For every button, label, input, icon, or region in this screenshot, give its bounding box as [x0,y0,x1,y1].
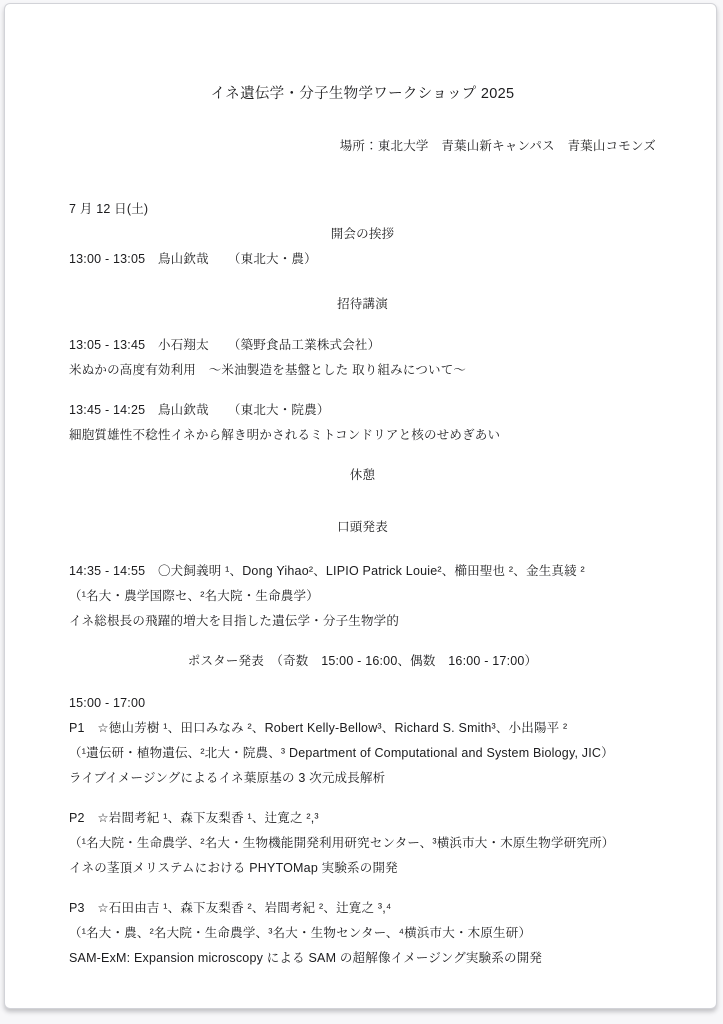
poster-title: SAM-ExM: Expansion microscopy による SAM の超解像イメージング実験系の開発 [69,951,543,965]
poster-section-heading: ポスター発表 （奇数 15:00 - 16:00、偶数 16:00 - 17:00） [187,654,538,668]
poster-item [69,716,656,791]
poster-title: イネの茎頂メリステムにおける PHYTOMap 実験系の開発 [69,861,398,875]
oral-section-heading: 口頭発表 [337,520,388,534]
document-content [5,4,716,971]
opening-entry: 13:00 - 13:05 鳥山欽哉 （東北大・農） [69,252,317,266]
poster-time-range: 15:00 - 17:00 [69,696,146,710]
poster-affiliation: （¹名大・農、²名大院・生命農学、³名大・生物センター、⁴横浜市大・木原生研） [69,926,532,940]
poster-affiliation: （¹名大院・生命農学、²名大・生物機能開発利用研究センター、³横浜市大・木原生物学研究所） [69,836,615,850]
poster-authors: P1 ☆徳山芳樹 ¹、田口みなみ ²、Robert Kelly-Bellow³、Richard S. Smith³、小出陽平 ² [69,721,568,735]
invited-talk-title: 細胞質雄性不稔性イネから解き明かされるミトコンドリアと核のせめぎあい [69,428,501,442]
venue-line: 場所：東北大学 青葉山新キャンパス 青葉山コモンズ [339,139,656,153]
oral-talk-affiliation: （¹名大・農学国際セ、²名大院・生命農学） [69,589,319,603]
break-section-heading: 休憩 [349,468,376,482]
oral-talk-entry: 14:35 - 14:55 〇犬飼義明 ¹、Dong Yihao²、LIPIO Patrick Louie²、櫛田聖也 ²、金生真綾 ² [69,564,585,578]
date-heading: 7 月 12 日(土) [69,202,149,216]
opening-section-heading: 開会の挨拶 [330,227,395,241]
poster-authors: P3 ☆石田由吉 ¹、森下友梨香 ²、岩間考紀 ²、辻寛之 ³,⁴ [69,901,392,915]
poster-authors: P2 ☆岩間考紀 ¹、森下友梨香 ¹、辻寛之 ²,³ [69,811,319,825]
poster-affiliation: （¹遺伝研・植物遺伝、²北大・院農、³ Department of Computational and System Biology, JIC） [69,746,614,760]
invited-talk-entry: 13:05 - 13:45 小石翔太 （築野食品工業株式会社） [69,338,381,352]
poster-title: ライブイメージングによるイネ葉原基の 3 次元成長解析 [69,771,386,785]
invited-section-heading: 招待講演 [337,297,388,311]
oral-talk-title: イネ総根長の飛躍的増大を目指した遺伝学・分子生物学的 [69,614,400,628]
workshop-title: イネ遺伝学・分子生物学ワークショップ 2025 [210,86,515,102]
poster-item [69,806,656,881]
document-page [4,3,717,1009]
invited-talk-entry: 13:45 - 14:25 鳥山欽哉 （東北大・院農） [69,403,330,417]
poster-item [69,896,656,971]
invited-talk-title: 米ぬかの高度有効利用 ～米油製造を基盤とした 取り組みについて～ [69,363,467,377]
